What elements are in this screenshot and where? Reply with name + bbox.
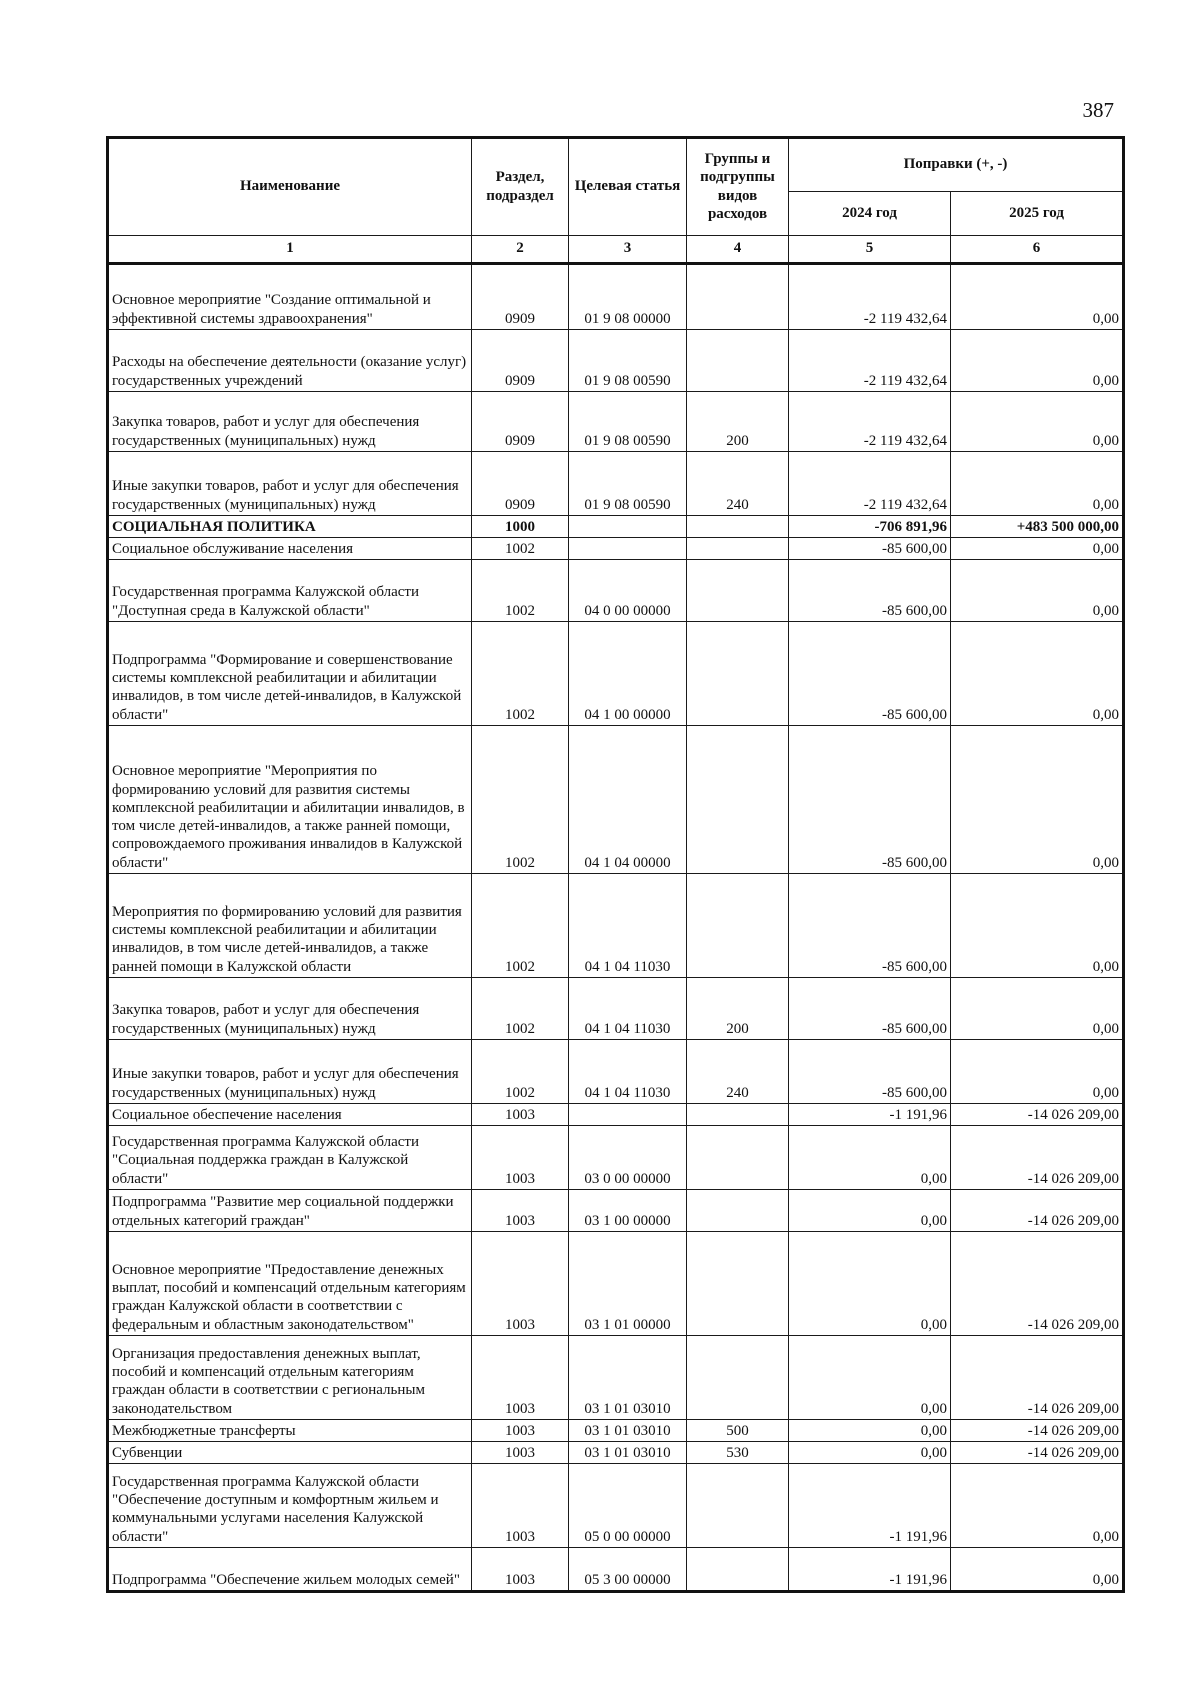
header-target: Целевая статья [569, 138, 687, 236]
table-row [108, 560, 1124, 622]
row-name-cell: Подпрограмма "Обеспечение жильем молодых семей" [108, 1548, 472, 1592]
row-group-cell [687, 622, 789, 726]
table-row [108, 1104, 1124, 1126]
row-amount-2025-cell: 0,00 [951, 874, 1124, 978]
table-row [108, 1336, 1124, 1420]
page-number: 387 [1082, 98, 1114, 122]
column-number: 5 [789, 236, 951, 264]
row-amount-2024-cell: -1 191,96 [789, 1548, 951, 1592]
row-name-cell: Субвенции [108, 1442, 472, 1464]
row-amount-2025-cell: 0,00 [951, 560, 1124, 622]
row-amount-2025-cell: +483 500 000,00 [951, 516, 1124, 538]
column-number: 3 [569, 236, 687, 264]
budget-table [106, 136, 1125, 1593]
row-name-cell: Основное мероприятие "Предоставление денежных выплат, пособий и компенсаций отдельным категориям граждан Калужской области в соответствии с федеральным и областным законодательством" [108, 1232, 472, 1336]
row-amount-2024-cell: 0,00 [789, 1442, 951, 1464]
row-amount-2025-cell: -14 026 209,00 [951, 1104, 1124, 1126]
table-row [108, 330, 1124, 392]
row-amount-2025-cell: 0,00 [951, 1548, 1124, 1592]
table-row [108, 538, 1124, 560]
row-target-cell: 04 1 04 11030 [569, 978, 687, 1040]
row-section-cell: 1003 [472, 1420, 569, 1442]
row-target-cell: 04 1 04 11030 [569, 1040, 687, 1104]
row-name-cell: Мероприятия по формированию условий для развития системы комплексной реабилитации и абилитации инвалидов, в том числе детей-инвалидов, а также ранней помощи в Калужской области [108, 874, 472, 978]
row-target-cell: 04 1 04 11030 [569, 874, 687, 978]
column-number: 4 [687, 236, 789, 264]
row-amount-2024-cell: 0,00 [789, 1126, 951, 1190]
row-group-cell [687, 1336, 789, 1420]
row-amount-2025-cell: 0,00 [951, 538, 1124, 560]
row-group-cell [687, 1104, 789, 1126]
row-group-cell [687, 264, 789, 330]
row-amount-2025-cell: 0,00 [951, 978, 1124, 1040]
row-group-cell [687, 726, 789, 874]
row-amount-2024-cell: -85 600,00 [789, 560, 951, 622]
row-target-cell: 05 0 00 00000 [569, 1464, 687, 1548]
row-amount-2025-cell: 0,00 [951, 330, 1124, 392]
row-amount-2024-cell: -1 191,96 [789, 1464, 951, 1548]
table-row [108, 1442, 1124, 1464]
row-section-cell: 1002 [472, 538, 569, 560]
table-row [108, 392, 1124, 452]
row-target-cell [569, 516, 687, 538]
row-name-cell: Государственная программа Калужской области "Обеспечение доступным и комфортным жильем и коммунальными услугами населения Калужской области" [108, 1464, 472, 1548]
row-name-cell: Государственная программа Калужской области "Социальная поддержка граждан в Калужской области" [108, 1126, 472, 1190]
row-section-cell: 0909 [472, 452, 569, 516]
row-amount-2024-cell: -2 119 432,64 [789, 452, 951, 516]
row-group-cell [687, 1190, 789, 1232]
row-amount-2025-cell: -14 026 209,00 [951, 1336, 1124, 1420]
row-section-cell: 1003 [472, 1190, 569, 1232]
row-group-cell [687, 1126, 789, 1190]
row-target-cell [569, 538, 687, 560]
row-name-cell: Закупка товаров, работ и услуг для обеспечения государственных (муниципальных) нужд [108, 978, 472, 1040]
row-target-cell: 01 9 08 00590 [569, 330, 687, 392]
row-amount-2025-cell: 0,00 [951, 726, 1124, 874]
table-row [108, 1464, 1124, 1548]
row-section-cell: 1003 [472, 1232, 569, 1336]
row-section-cell: 1002 [472, 978, 569, 1040]
row-name-cell: Межбюджетные трансферты [108, 1420, 472, 1442]
row-target-cell: 03 1 01 00000 [569, 1232, 687, 1336]
table-row [108, 978, 1124, 1040]
table-body [108, 264, 1124, 1592]
row-name-cell: Основное мероприятие "Мероприятия по формированию условий для развития системы комплексной реабилитации и абилитации инвалидов, в том числе детей-инвалидов, а также ранней помощи, сопровождаемого проживания инвалидов в Калужской области" [108, 726, 472, 874]
row-section-cell: 1002 [472, 560, 569, 622]
row-section-cell: 1002 [472, 622, 569, 726]
row-group-cell: 200 [687, 392, 789, 452]
row-amount-2024-cell: -85 600,00 [789, 1040, 951, 1104]
row-section-cell: 0909 [472, 264, 569, 330]
row-target-cell: 05 3 00 00000 [569, 1548, 687, 1592]
row-name-cell: Подпрограмма "Формирование и совершенствование системы комплексной реабилитации и абилитации инвалидов, в том числе детей-инвалидов, в Калужской области" [108, 622, 472, 726]
row-target-cell [569, 1104, 687, 1126]
table-row [108, 452, 1124, 516]
row-target-cell: 04 1 04 00000 [569, 726, 687, 874]
row-target-cell: 03 1 00 00000 [569, 1190, 687, 1232]
table-row [108, 264, 1124, 330]
row-name-cell: Социальное обеспечение населения [108, 1104, 472, 1126]
row-amount-2025-cell: 0,00 [951, 1040, 1124, 1104]
row-amount-2025-cell: -14 026 209,00 [951, 1232, 1124, 1336]
row-section-cell: 1000 [472, 516, 569, 538]
row-section-cell: 1003 [472, 1104, 569, 1126]
table-row [108, 1190, 1124, 1232]
table-row [108, 622, 1124, 726]
row-target-cell: 03 1 01 03010 [569, 1442, 687, 1464]
table-header [108, 138, 1124, 264]
row-target-cell: 04 1 00 00000 [569, 622, 687, 726]
column-number: 1 [108, 236, 472, 264]
row-name-cell: Основное мероприятие "Создание оптимальной и эффективной системы здравоохранения" [108, 264, 472, 330]
row-name-cell: Иные закупки товаров, работ и услуг для обеспечения государственных (муниципальных) нужд [108, 1040, 472, 1104]
header-section: Раздел, подраздел [472, 138, 569, 236]
row-group-cell [687, 1464, 789, 1548]
row-amount-2024-cell: -2 119 432,64 [789, 264, 951, 330]
table-row [108, 516, 1124, 538]
row-name-cell: Закупка товаров, работ и услуг для обеспечения государственных (муниципальных) нужд [108, 392, 472, 452]
header-expense-group: Группы и подгруппы видов расходов [687, 138, 789, 236]
row-name-cell: СОЦИАЛЬНАЯ ПОЛИТИКА [108, 516, 472, 538]
row-group-cell: 240 [687, 1040, 789, 1104]
column-numbers-row [108, 236, 1124, 264]
row-name-cell: Социальное обслуживание населения [108, 538, 472, 560]
row-amount-2024-cell: 0,00 [789, 1190, 951, 1232]
table-row [108, 874, 1124, 978]
table-row [108, 1040, 1124, 1104]
row-group-cell [687, 330, 789, 392]
row-group-cell: 530 [687, 1442, 789, 1464]
row-amount-2024-cell: 0,00 [789, 1232, 951, 1336]
row-amount-2024-cell: -1 191,96 [789, 1104, 951, 1126]
row-section-cell: 1002 [472, 726, 569, 874]
row-amount-2024-cell: -2 119 432,64 [789, 330, 951, 392]
header-year-2025: 2025 год [951, 192, 1124, 236]
row-group-cell [687, 1232, 789, 1336]
row-target-cell: 01 9 08 00000 [569, 264, 687, 330]
row-amount-2024-cell: 0,00 [789, 1336, 951, 1420]
row-section-cell: 1003 [472, 1442, 569, 1464]
header-amendments: Поправки (+, -) [789, 138, 1124, 192]
row-group-cell [687, 516, 789, 538]
row-group-cell [687, 538, 789, 560]
row-group-cell: 200 [687, 978, 789, 1040]
row-amount-2024-cell: -85 600,00 [789, 538, 951, 560]
row-amount-2025-cell: 0,00 [951, 264, 1124, 330]
row-amount-2024-cell: -2 119 432,64 [789, 392, 951, 452]
row-name-cell: Подпрограмма "Развитие мер социальной поддержки отдельных категорий граждан" [108, 1190, 472, 1232]
row-section-cell: 1003 [472, 1548, 569, 1592]
row-name-cell: Иные закупки товаров, работ и услуг для обеспечения государственных (муниципальных) нужд [108, 452, 472, 516]
row-target-cell: 04 0 00 00000 [569, 560, 687, 622]
row-amount-2024-cell: -85 600,00 [789, 978, 951, 1040]
row-amount-2025-cell: 0,00 [951, 1464, 1124, 1548]
row-name-cell: Расходы на обеспечение деятельности (оказание услуг) государственных учреждений [108, 330, 472, 392]
header-name: Наименование [108, 138, 472, 236]
row-group-cell [687, 874, 789, 978]
row-amount-2025-cell: 0,00 [951, 392, 1124, 452]
row-target-cell: 01 9 08 00590 [569, 392, 687, 452]
row-amount-2025-cell: -14 026 209,00 [951, 1442, 1124, 1464]
row-amount-2025-cell: -14 026 209,00 [951, 1420, 1124, 1442]
column-number: 2 [472, 236, 569, 264]
row-target-cell: 01 9 08 00590 [569, 452, 687, 516]
row-target-cell: 03 1 01 03010 [569, 1336, 687, 1420]
table-row [108, 1232, 1124, 1336]
row-group-cell [687, 1548, 789, 1592]
row-amount-2025-cell: 0,00 [951, 452, 1124, 516]
table-row [108, 726, 1124, 874]
row-amount-2024-cell: -706 891,96 [789, 516, 951, 538]
row-group-cell: 500 [687, 1420, 789, 1442]
row-section-cell: 1003 [472, 1336, 569, 1420]
row-amount-2024-cell: 0,00 [789, 1420, 951, 1442]
table-row [108, 1548, 1124, 1592]
row-section-cell: 1003 [472, 1126, 569, 1190]
row-group-cell [687, 560, 789, 622]
row-section-cell: 1003 [472, 1464, 569, 1548]
row-section-cell: 1002 [472, 874, 569, 978]
header-year-2024: 2024 год [789, 192, 951, 236]
row-amount-2025-cell: -14 026 209,00 [951, 1126, 1124, 1190]
column-number: 6 [951, 236, 1124, 264]
table-row [108, 1420, 1124, 1442]
row-target-cell: 03 0 00 00000 [569, 1126, 687, 1190]
row-section-cell: 0909 [472, 392, 569, 452]
row-amount-2025-cell: -14 026 209,00 [951, 1190, 1124, 1232]
row-group-cell: 240 [687, 452, 789, 516]
row-amount-2024-cell: -85 600,00 [789, 726, 951, 874]
row-section-cell: 0909 [472, 330, 569, 392]
row-name-cell: Государственная программа Калужской области "Доступная среда в Калужской области" [108, 560, 472, 622]
row-amount-2024-cell: -85 600,00 [789, 874, 951, 978]
row-target-cell: 03 1 01 03010 [569, 1420, 687, 1442]
row-name-cell: Организация предоставления денежных выплат, пособий и компенсаций отдельным категориям граждан области в соответствии с региональным законодательством [108, 1336, 472, 1420]
row-amount-2025-cell: 0,00 [951, 622, 1124, 726]
row-section-cell: 1002 [472, 1040, 569, 1104]
row-amount-2024-cell: -85 600,00 [789, 622, 951, 726]
table-row [108, 1126, 1124, 1190]
